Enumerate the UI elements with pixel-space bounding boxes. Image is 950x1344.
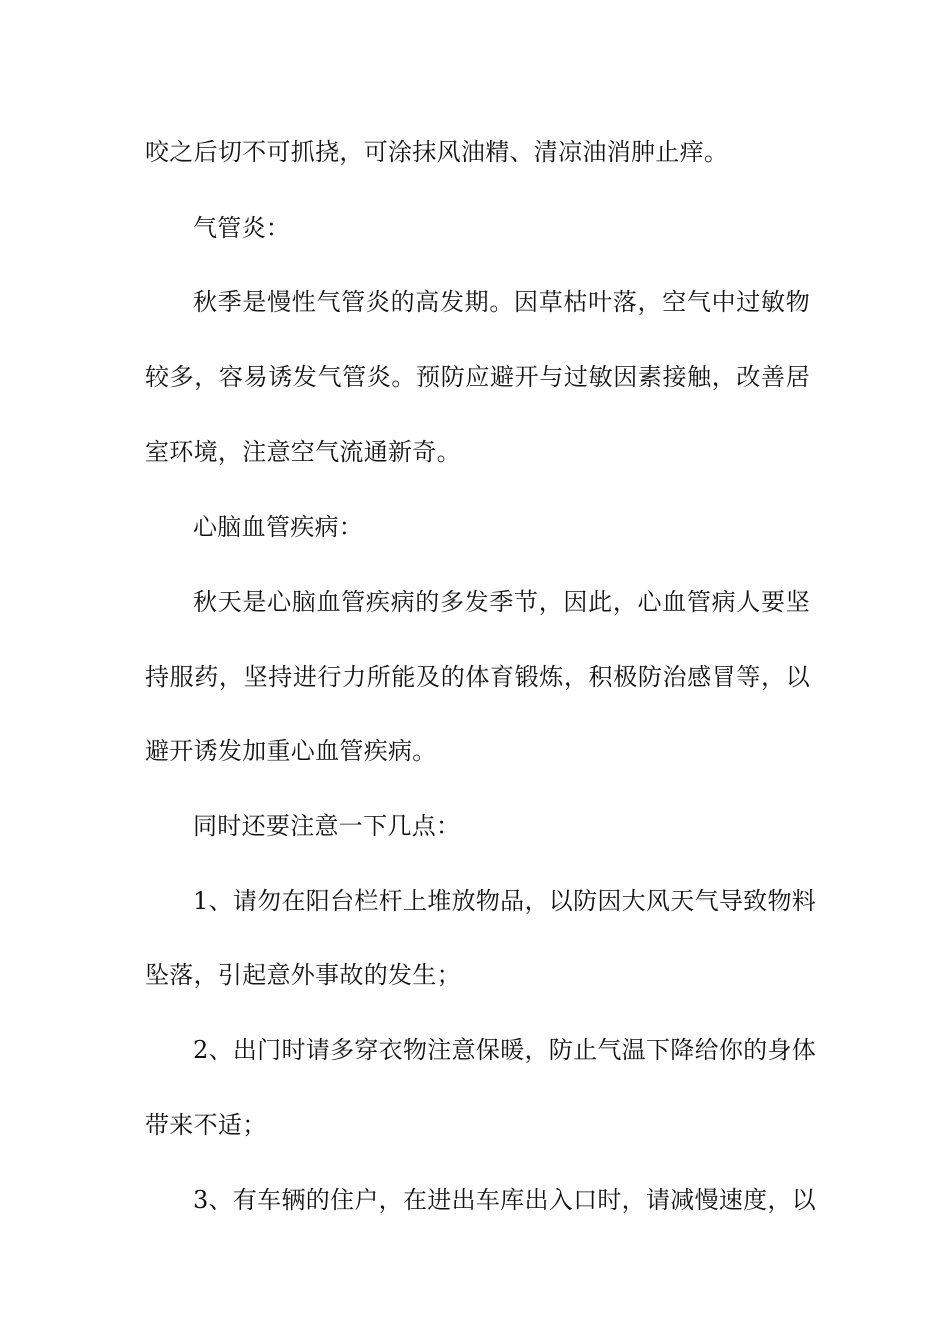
- list-item-1-continued: 坠落，引起意外事故的发生；: [145, 961, 461, 989]
- text-line: 避开诱发加重心血管疾病。: [145, 737, 437, 765]
- text-line: 室环境，注意空气流通新奇。: [145, 438, 461, 466]
- text-line: 持服药，坚持进行力所能及的体育锻炼，积极防治感冒等，以: [145, 663, 810, 691]
- text-line: 秋季是慢性气管炎的高发期。因草枯叶落，空气中过敏物: [193, 288, 810, 316]
- section-heading-cardiovascular: 心脑血管疾病：: [193, 513, 364, 541]
- list-item-2: 2、出门时请多穿衣物注意保暖，防止气温下降给你的身体: [193, 1036, 817, 1064]
- section-heading-notes: 同时还要注意一下几点：: [193, 812, 461, 840]
- list-item-2-continued: 带来不适；: [145, 1111, 267, 1139]
- text-line: 咬之后切不可抓挠，可涂抹风油精、清凉油消肿止痒。: [145, 138, 729, 166]
- text-line: 秋天是心脑血管疾病的多发季节，因此，心血管病人要坚: [193, 588, 810, 616]
- list-item-1: 1、请勿在阳台栏杆上堆放物品，以防因大风天气导致物料: [193, 887, 817, 915]
- list-item-3: 3、有车辆的住户，在进出车库出入口时，请减慢速度，以: [193, 1186, 817, 1214]
- section-heading-bronchitis: 气管炎：: [193, 214, 291, 242]
- text-line: 较多，容易诱发气管炎。预防应避开与过敏因素接触，改善居: [145, 363, 810, 391]
